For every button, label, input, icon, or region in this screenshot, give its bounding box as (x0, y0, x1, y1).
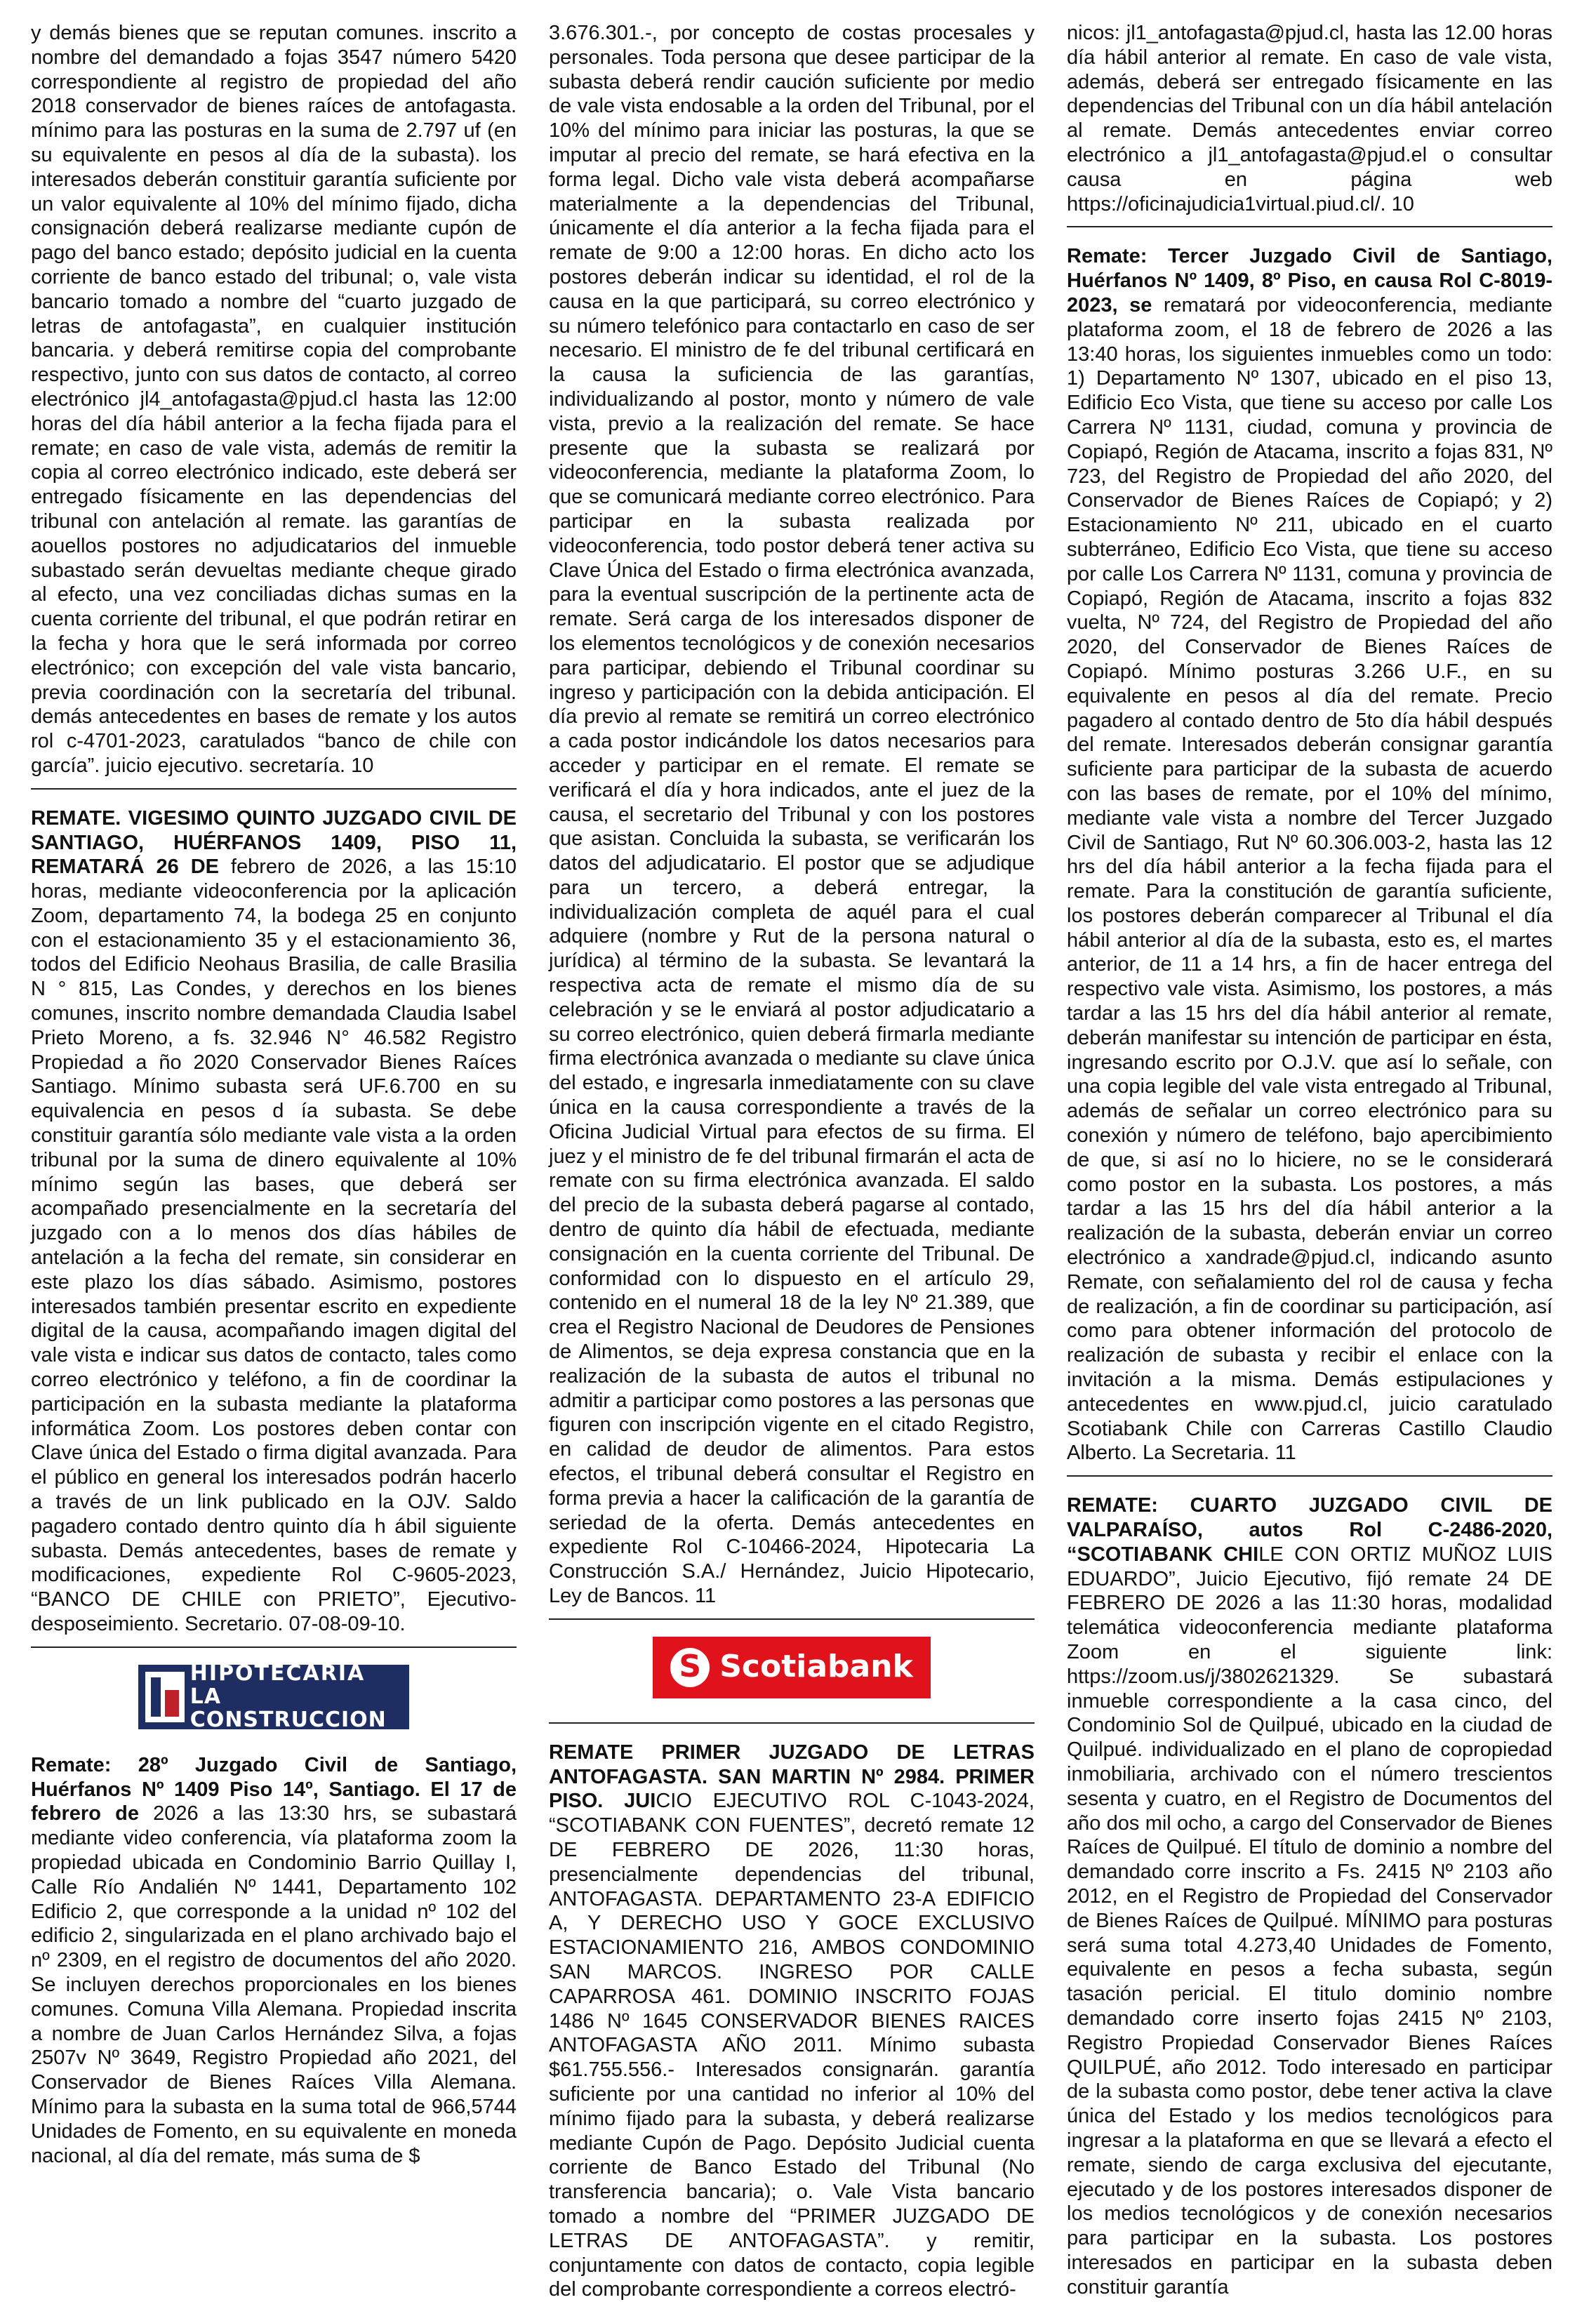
divider (31, 1646, 517, 1648)
divider (1067, 1475, 1552, 1477)
notice-heading: REMATE. VIGESIMO QUINTO JUZGADO CIVIL DE SANTIAGO, HUÉRFANOS 1409, PISO 11, REMATARÁ 26 DE (31, 806, 517, 879)
notice-body: LE CON ORTIZ MUÑOZ LUIS EDUARDO”, Juicio Ejecutivo, fijó remate 24 DE FEBRERO DE 2026 a las 11:30 horas, modalidad telemática videoconferencia mediante plataforma Zoom en el siguiente link: https://zoom.us/j/3802621329. Se subastará inmueble correspondiente a la casa cinco, del Condominio Sol de Quilpué, ubicado en la ciudad de Quilpué. individualizado en el plano de copropiedad inmobiliaria, archivado con el número trescientos sesenta y cuatro, en el Registro de Documentos del año dos mil ocho, a cargo del Conservador de Bienes Raíces de Quilpué. El título de dominio a nombre del demandado corre inscrito a Fs. 2415 Nº 2103 año 2012, en el Registro de Propiedad del Conservador de Bienes Raíces de Quilpué. MÍNIMO para posturas será suma total 4.273,40 Unidades de Fomento, equivalente en pesos a fecha subasta, según tasación pericial. El titulo dominio nombre demandado corre inserto fojas 2415 Nº 2103, Registro Propiedad Conservador Bienes Raíces QUILPUÉ, año 2012. Todo interesado en participar de la subasta como postor, debe tener activa la clave única del Estado y los medios tecnológicos para ingresar a la plataforma en que se llevará a efecto el remate, siendo de carga exclusiva del ejecutante, ejecutado y de los postores interesados disponer de los medios tecnológicos y de conexión necesarios para participar en la subasta. Los postores interesados en participar en la subasta deben constituir garantía (1067, 1543, 1552, 2298)
column-1 (31, 21, 517, 2239)
logo-line-1: HIPOTECARIA (189, 1661, 366, 1686)
divider (549, 1722, 1035, 1724)
logo-name: Scotiabank (719, 1649, 913, 1685)
logo-line-2: LA CONSTRUCCION (189, 1684, 387, 1733)
notice-cuarto-juzgado-antofagasta-continuation: y demás bienes que se reputan comunes. inscrito a nombre del demandado a fojas 3547 número 5420 correspondiente al registro de propiedad del año 2018 conservador de bienes raíces de antofagasta. mínimo para las posturas en la suma de 2.797 uf (en su equivalente en pesos al día de la subasta). los interesados deberán constituir garantía suficiente por un valor equivalente al 10% del mínimo fijado, dicha consignación deberá realizarse mediante cupón de pago del banco estado; depósito judicial en la cuenta corriente de banco estado del tribunal; o, vale vista bancario tomado a nombre del “cuarto juzgado de letras de antofagasta”, en cualquier institución bancaria. y deberá remitirse copia del comprobante respectivo, junto con sus datos de contacto, al correo electrónico jl4_antofagasta@pjud.cl hasta las 12:00 horas del día hábil anterior a la fecha fijada para el remate; en caso de vale vista, además de remitir la copia al correo electrónico indicado, este deberá ser entregado físicamente en las dependencias del tribunal con antelación al remate. las garantías de aouellos postores no adjudicatarios del inmueble subastado serán devueltas mediante cheque girado al efecto, una vez conciliadas dichas sumas en la cuenta corriente del tribunal, el que podrán retirar en la fecha y hora que le será informada por correo electrónico; con excepción del vale vista bancario, previa coordinación con la secretaría del tribunal. demás antecedentes en bases de remate y los autos rol c-4701-2023, caratulados “banco de chile con garcía”. juicio ejecutivo. secretaría. 10 (31, 22, 517, 777)
notice-tercer-juzgado-civil (1067, 244, 1552, 1465)
notice-heading: Remate: 28º Juzgado Civil de Santiago, Huérfanos Nº 1409 Piso 14º, Santiago. El 17 de febrero de (31, 1753, 517, 1825)
column-3 (1067, 21, 1552, 2298)
notice-28-juzgado-civil (31, 1753, 517, 2169)
notice-primer-juzgado-antofagasta (549, 1741, 1035, 2302)
scotiabank-s-icon: S (670, 1648, 710, 1687)
hipotecaria-la-construccion-logo (31, 1661, 517, 1733)
notice-vigesimo-quinto-juzgado (31, 806, 517, 1637)
notice-body: febrero de 2026, a las 15:10 horas, mediante videoconferencia por la aplicación Zoom, departamento 74, la bodega 25 en conjunto con el estacionamiento 35 y el estacionamiento 36, todos del Edificio Neohaus Brasilia, de calle Brasilia N ° 815, Las Condes, y derechos en los bienes comunes, inscrito nombre demandada Claudia Isabel Prieto Moreno, a fs. 32.946 N° 46.582 Registro Propiedad a ño 2020 Conservador Bienes Raíces Santiago. Mínimo subasta será UF.6.700 en su equivalencia en pesos d ía subasta. Se debe constituir garantía sólo mediante vale vista a la orden tribunal por la suma de dinero equivalente al 10% mínimo según las bases, que deberá ser acompañado presencialmente en la secretaría del juzgado con a lo menos dos días hábiles de antelación a la fecha del remate, sin considerar en este plazo los días sábado. Asimismo, postores interesados también presentar escrito en expediente digital de la causa, acompañando imagen digital del vale vista e indicar sus datos de contacto, tales como correo electrónico y teléfono, a fin de coordinar la participación en la subasta mediante la plataforma informática Zoom. Los postores deben contar con Clave única del Estado o firma digital avanzada. Para el público en general los interesados podrán hacerlo a través de un link publicado en la OJV. Saldo pagadero contado dentro quinto día h ábil siguiente subasta. Demás antecedentes, bases de remate y modificaciones, expediente Rol C-9605-2023, “BANCO DE CHILE con PRIETO”, Ejecutivo-desposeimiento. Secretario. 07-08-09-10. (31, 856, 517, 1635)
notice-primer-juzgado-continuation: nicos: jl1_antofagasta@pjud.cl, hasta las 12.00 horas día hábil anterior al remate. En caso de vale vista, además, deberá ser entregado físicamente en las dependencias del Tribunal con un día hábil antelación al remate. Demás antecedentes enviar correo electrónico a jl1_antofagasta@pjud.el o consultar causa en página web https://oficinajudicia1virtual.piud.cl/. 10 (1067, 22, 1552, 215)
divider (549, 1618, 1035, 1620)
notice-body: rematará por videoconferencia, mediante plataforma zoom, el 18 de febrero de 2026 a las 13:40 horas, los siguientes inmuebles como un todo: 1) Departamento Nº 1307, ubicado en el piso 13, Edificio Eco Vista, que tiene su acceso por calle Los Carrera Nº 1131, ciudad, comuna y provincia de Copiapó, Región de Atacama, inscrito a fojas 831, Nº 723, del Registro de Propiedad del año 2020, del Conservador de Bienes Raíces de Copiapó; y 2) Estacionamiento Nº 211, ubicado en el cuarto subterráneo, Edificio Eco Vista, que tiene su acceso por calle Los Carrera Nº 1131, comuna y provincia de Copiapó, Región de Atacama, inscrito a fojas 832 vuelta, Nº 724, del Registro de Propiedad del año 2020, del Conservador de Bienes Raíces de Copiapó. Mínimo posturas 3.266 U.F., en su equivalente en pesos al día del remate. Precio pagadero al contado dentro de 5to día hábil después del remate. Interesados deberán consignar garantía suficiente para participar de la subasta de acuerdo con las bases de remate, por el 10% del mínimo, mediante vale vista a nombre del Tercer Juzgado Civil de Santiago, Rut Nº 60.306.003-2, hasta las 12 hrs del día hábil anterior a la fecha fijada para el remate. Para la constitución de garantía suficiente, los postores deberán comparecer al Tribunal el día hábil anterior al día de la subasta, esto es, el martes anterior, de 11 a 14 hrs, a fin de hacer entrega del respectivo vale vista. Asimismo, los postores, a más tardar a las 15 hrs del día hábil anterior al remate, deberán manifestar su intención de participar en ésta, ingresando escrito por O.J.V. que así lo señale, con una copia legible del vale vista entregado al Tribunal, además de señalar un correo electrónico para su conexión y número de teléfono, bajo apercibimiento de que, si así no lo hiciere, no se le considerará como postor en la subasta. Los postores, a más tardar a las 15 hrs del día hábil anterior a la realización de la subasta, deberán enviar un correo electrónico a xandrade@pjud.cl, indicando asunto Remate, con señalamiento del rol de causa y fecha de realización, a fin de coordinar su participación, así como para obtener información del protocolo de realización de subasta y recibir el enlace con la invitación a la misma. Demás estipulaciones y antecedentes en www.pjud.cl, juicio caratulado Scotiabank Chile con Carreras Castillo Claudio Alberto. La Secretaria. 11 (1067, 293, 1552, 1465)
notice-heading: Remate: Tercer Juzgado Civil de Santiago, Huérfanos Nº 1409, 8º Piso, en causa Rol C-8019-2023, se (1067, 245, 1552, 317)
hipotecaria-mark-icon (145, 1672, 185, 1722)
divider (1067, 226, 1552, 227)
notice-heading: REMATE: CUARTO JUZGADO CIVIL DE VALPARAÍSO, autos Rol C-2486-2020, “SCOTIABANK CHI (1067, 1494, 1552, 1566)
notice-28-juzgado-civil-continuation: 3.676.301.-, por concepto de costas procesales y personales. Toda persona que desee participar de la subasta deberá rendir caución suficiente por medio de vale vista endosable a la orden del Tribunal, por el 10% del mínimo para iniciar las posturas, la que se imputar al precio del remate, se hará efectiva en la forma legal. Dicho vale vista deberá acompañarse materialmente a la dependencias del Tribunal, únicamente el día anterior a la fecha fijada para el remate de 9:00 a 12:00 horas. En dicho acto los postores deberán indicar su identidad, el rol de la causa en la que participará, su correo electrónico y su número telefónico para contactarlo en caso de ser necesario. El ministro de fe del tribunal certificará en la causa la suficiencia de las garantías, individualizando al postor, monto y número de vale vista, previo a la realización del remate. Se hace presente que la subasta se realizará por videoconferencia, mediante la plataforma Zoom, lo que se comunicará mediante correo electrónico. Para participar en la subasta realizada por videoconferencia, todo postor deberá tener activa su Clave Única del Estado o firma electrónica avanzada, para la eventual suscripción de la pertinente acta de remate. Será carga de los interesados disponer de los elementos tecnológicos y de conexión necesarios para participar, debiendo el Tribunal coordinar su ingreso y participación con la debida anticipación. El día previo al remate se remitirá un correo electrónico a cada postor indicándole los datos necesarios para acceder y participar en el remate. El remate se verificará el día y hora indicados, ante el juez de la causa, el secretario del Tribunal y con los postores que asistan. Concluida la subasta, se verificarán los datos del adjudicatario. El postor que se adjudique para un tercero, a deberá entregar, la individualización completa de aquél para el cual adquiere (nombre y Rut de la persona natural o jurídica) al término de la subasta. Se levantará la respectiva acta de remate el mismo día de su celebración y se le enviará al postor adjudicatario a su correo electrónico, quien deberá firmarla mediante firma electrónica avanzada o mediante su clave única del estado, e ingresarla inmediatamente con su clave única en la causa correspondiente a través de la Oficina Judicial Virtual para efectos de su firma. El juez y el ministro de fe del tribunal firmarán el acta de remate con su firma electrónica avanzada. El saldo del precio de la subasta deberá pagarse al contado, dentro de quinto día hábil de efectuada, mediante consignación en la cuenta corriente del Tribunal. De conformidad con lo dispuesto en el artículo 29, contenido en el numeral 18 de la ley Nº 21.389, que crea el Registro Nacional de Deudores de Pensiones de Alimentos, se deja expresa constancia que en la realización de la subasta de autos el tribunal no admitir a participar como postores a las personas que figuren con inscripción vigente en el citado Registro, en calidad de deudor de alimentos. Para estos efectos, el tribunal deberá consultar el Registro en forma previa a hacer la calificación de la garantía de seriedad de la oferta. Demás antecedentes en expediente Rol C-10466-2024, Hipotecaria La Construcción S.A./ Hernández, Juicio Hipotecario, Ley de Bancos. 11 (549, 22, 1035, 1607)
notice-body: 2026 a las 13:30 hrs, se subastará mediante video conferencia, vía plataforma zoom la propiedad ubicada en Condominio Barrio Quillay I, Calle Río Andalién Nº 1441, Departamento 102 Edificio 2, que corresponde a la unidad nº 102 del edificio 2, singularizada en el plano archivado bajo el nº 2309, en el registro de documentos del año 2020. Se incluyen derechos proporcionales en los bienes comunes. Comuna Villa Alemana. Propiedad inscrita a nombre de Juan Carlos Hernández Silva, a fojas 2507v Nº 3649, Registro Propiedad año 2021, del Conservador de Bienes Raíces Villa Alemana. Mínimo para la subasta en la suma total de 966,5744 Unidades de Fomento, en su equivalente en moneda nacional, al día del remate, más suma de $ (31, 1802, 517, 2167)
divider (31, 788, 517, 790)
column-2 (549, 21, 1035, 2301)
notice-cuarto-juzgado-valparaiso (1067, 1493, 1552, 2299)
notice-heading: REMATE PRIMER JUZGADO DE LETRAS ANTOFAGASTA. SAN MARTIN Nº 2984. PRIMER PISO. JUI (549, 1741, 1035, 1813)
scotiabank-logo (549, 1637, 1035, 1698)
notice-body: CIO EJECUTIVO ROL C-1043-2024, “SCOTIABANK CON FUENTES”, decretó remate 12 DE FEBRERO DE 2026, 11:30 horas, presencialmente dependencias del tribunal, ANTOFAGASTA. DEPARTAMENTO 23-A EDIFICIO A, Y DERECHO USO Y GOCE EXCLUSIVO ESTACIONAMIENTO 216, AMBOS CONDOMINIO SAN MARCOS. INGRESO POR CALLE CAPARROSA 461. DOMINIO INSCRITO FOJAS 1486 Nº 1645 CONSERVADOR BIENES RAICES ANTOFAGASTA AÑO 2011. Mínimo subasta $61.755.556.- Interesados consignarán. garantía suficiente por una cantidad no inferior al 10% del mínimo fijado para la subasta, y deberá realizarse mediante Cupón de Pago. Depósito Judicial cuenta corriente de Banco Estado del Tribunal (No transferencia bancaria); o. Vale Vista bancario tomado a nombre del “PRIMER JUZGADO DE LETRAS DE ANTOFAGASTA”. y remitir, conjuntamente con datos de contacto, copia legible del comprobante correspondiente a correos electró- (549, 1790, 1035, 2301)
